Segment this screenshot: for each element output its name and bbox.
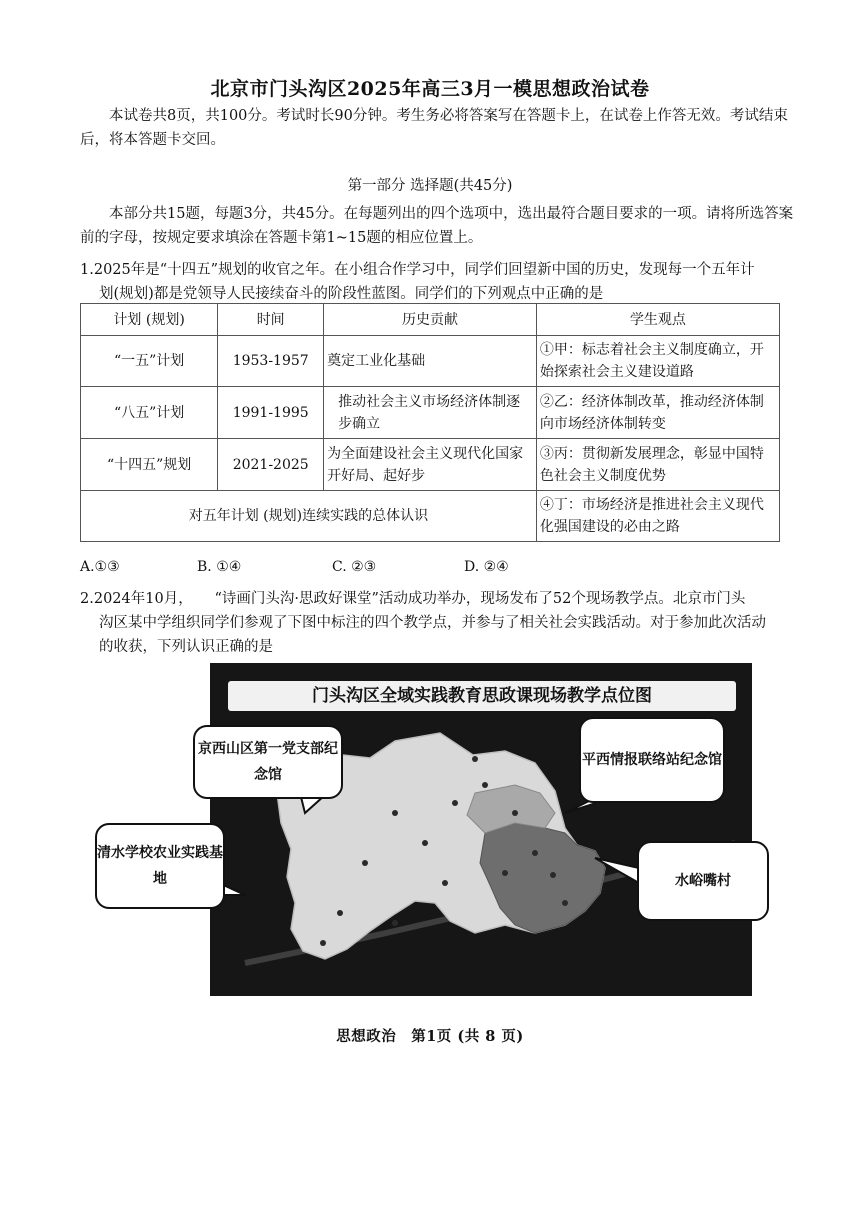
cell-time: 2021-2025 <box>218 439 324 491</box>
page-footer: 思想政治 第1页 (共 8 页) <box>336 1028 524 1045</box>
option-b[interactable]: B. ①④ <box>197 559 242 575</box>
cell-view: ①甲：标志着社会主义制度确立，开始探索社会主义建设道路 <box>536 336 779 387</box>
five-year-plan-table <box>80 303 780 542</box>
table-summary-row <box>81 491 780 542</box>
section-title: 第一部分 选择题(共45分) <box>347 178 513 194</box>
cell-view: ②乙：经济体制改革，推动经济体制向市场经济体制转变 <box>536 387 779 439</box>
exam-title: 北京市门头沟区2025年高三3月一模思想政治试卷 <box>210 78 650 100</box>
location-marker <box>482 782 488 788</box>
cell-plan: “八五”计划 <box>81 387 218 439</box>
cell-time: 1991-1995 <box>218 387 324 439</box>
location-marker <box>320 940 326 946</box>
location-marker <box>502 870 508 876</box>
location-marker <box>442 880 448 886</box>
question-2-line-2: 沟区某中学组织同学们参观了下图中标注的四个教学点，并参与了相关社会实践活动。对于参加此次活动 <box>99 615 766 631</box>
table-header-row <box>81 304 780 336</box>
location-marker <box>512 810 518 816</box>
table-row <box>81 439 780 491</box>
location-marker <box>422 840 428 846</box>
callout-qingshui-agriculture-base: 清水学校农业实践基地 <box>95 823 225 909</box>
cell-contribution: 为全面建设社会主义现代化国家开好局、起好步 <box>324 439 537 491</box>
cell-contribution: 推动社会主义市场经济体制逐步确立 <box>324 387 537 439</box>
question-2-line-3: 的收获，下列认识正确的是 <box>99 639 273 655</box>
option-a[interactable]: A.①③ <box>80 559 120 575</box>
question-2 <box>80 587 794 659</box>
option-d[interactable]: D. ②④ <box>464 559 509 575</box>
option-c[interactable]: C. ②③ <box>332 559 377 575</box>
teaching-points-map <box>95 663 767 998</box>
cell-summary-view: ④丁：市场经济是推进社会主义现代化强国建设的必由之路 <box>536 491 779 542</box>
question-2-number: 2. <box>80 591 94 607</box>
location-marker <box>562 900 568 906</box>
table-row <box>81 387 780 439</box>
header-plan: 计划 (规划) <box>81 304 218 336</box>
map-title: 门头沟区全域实践教育思政课现场教学点位图 <box>228 681 736 711</box>
cell-time: 1953-1957 <box>218 336 324 387</box>
location-marker <box>550 872 556 878</box>
cell-view: ③丙：贯彻新发展理念，彰显中国特色社会主义制度优势 <box>536 439 779 491</box>
question-1-line-1: 1.2025年是“十四五”规划的收官之年。在小组合作学习中，同学们回望新中国的历史，发现每一个五年计 <box>80 262 755 278</box>
callout-first-party-branch-memorial: 京西山区第一党支部纪念馆 <box>193 725 343 799</box>
section-description: 本部分共15题，每题3分，共45分。在每题列出的四个选项中，选出最符合题目要求的一项。请将所选答案前的字母，按规定要求填涂在答题卡第1~15题的相应位置上。 <box>80 206 794 246</box>
cell-contribution: 奠定工业化基础 <box>324 336 537 387</box>
header-time: 时间 <box>218 304 324 336</box>
cell-plan: “一五”计划 <box>81 336 218 387</box>
header-contribution: 历史贡献 <box>324 304 537 336</box>
question-1-number: 1. <box>80 262 94 278</box>
location-marker <box>532 850 538 856</box>
location-marker <box>452 800 458 806</box>
location-marker <box>392 810 398 816</box>
table-row <box>81 336 780 387</box>
question-1 <box>80 258 794 306</box>
location-marker <box>392 920 398 926</box>
callout-shuiyuzui-village: 水峪嘴村 <box>637 841 769 921</box>
callout-pingxi-intelligence-station: 平西情报联络站纪念馆 <box>579 717 725 803</box>
exam-instructions: 本试卷共8页，共100分。考试时长90分钟。考生务必将答案写在答题卡上，在试卷上作答无效。考试结束后，将本答题卡交回。 <box>80 108 788 148</box>
header-view: 学生观点 <box>536 304 779 336</box>
cell-plan: “十四五”规划 <box>81 439 218 491</box>
question-1-line-2: 划(规划)都是党领导人民接续奋斗的阶段性蓝图。同学们的下列观点中正确的是 <box>99 286 604 302</box>
location-marker <box>337 910 343 916</box>
location-marker <box>472 756 478 762</box>
location-marker <box>362 860 368 866</box>
cell-summary-label: 对五年计划 (规划)连续实践的总体认识 <box>81 491 537 542</box>
question-2-line-1: 2.2024年10月， “诗画门头沟·思政好课堂”活动成功举办，现场发布了52个现场教学点。北京市门头 <box>80 591 746 607</box>
